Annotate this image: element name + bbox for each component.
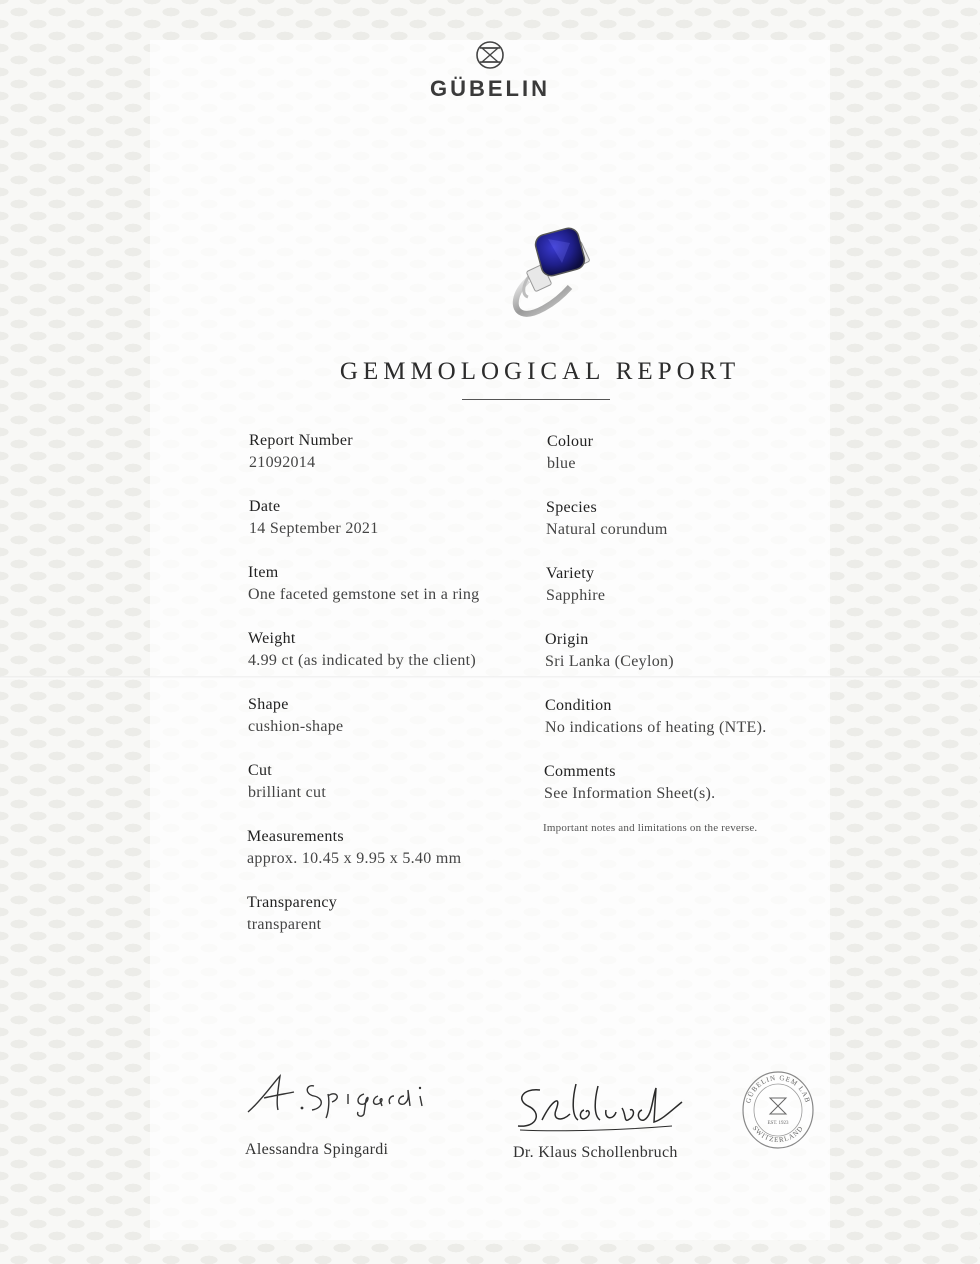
brand-name: GÜBELIN bbox=[430, 76, 550, 101]
field-label: Condition bbox=[545, 697, 612, 714]
field-label: Colour bbox=[547, 433, 594, 450]
signatory-right-name: Dr. Klaus Schollenbruch bbox=[513, 1144, 678, 1161]
field-label: Variety bbox=[546, 565, 595, 582]
seal-top-text: GÜBELIN GEM LAB bbox=[744, 1073, 812, 1105]
field-date bbox=[249, 496, 539, 540]
field-value: Natural corundum bbox=[546, 521, 668, 538]
field-value: blue bbox=[547, 455, 576, 472]
brand-logo bbox=[0, 40, 980, 102]
field-shape bbox=[248, 694, 538, 738]
field-origin bbox=[545, 629, 835, 673]
field-label: Date bbox=[249, 498, 281, 515]
field-report-number bbox=[249, 430, 539, 474]
field-cut bbox=[248, 760, 538, 804]
field-comments bbox=[544, 761, 834, 805]
field-label: Shape bbox=[248, 696, 289, 713]
paper-fold bbox=[0, 676, 980, 679]
gubelin-gem-lab-seal bbox=[740, 1068, 816, 1152]
field-label: Measurements bbox=[247, 828, 344, 845]
field-colour bbox=[547, 431, 837, 475]
field-value: Sapphire bbox=[546, 587, 606, 604]
field-value: approx. 10.45 x 9.95 x 5.40 mm bbox=[247, 850, 462, 867]
field-variety bbox=[546, 563, 836, 607]
gubelin-hourglass-emblem-icon bbox=[473, 40, 507, 70]
schollenbruch-signature bbox=[512, 1080, 692, 1140]
field-label: Cut bbox=[248, 762, 273, 779]
field-weight bbox=[248, 628, 538, 672]
seal-est-text: EST. 1923 bbox=[767, 1121, 789, 1126]
field-label: Transparency bbox=[247, 894, 338, 911]
reverse-note: Important notes and limitations on the reverse. bbox=[543, 822, 758, 834]
field-label: Weight bbox=[248, 630, 296, 647]
field-value: 14 September 2021 bbox=[249, 520, 379, 537]
field-species bbox=[546, 497, 836, 541]
title-divider bbox=[462, 399, 610, 400]
field-value: Sri Lanka (Ceylon) bbox=[545, 653, 674, 670]
field-label: Item bbox=[248, 564, 279, 581]
field-measurements bbox=[247, 826, 537, 870]
seal-bottom-text: SWITZERLAND bbox=[750, 1124, 806, 1145]
field-item bbox=[248, 562, 538, 606]
field-value: No indications of heating (NTE). bbox=[545, 719, 767, 736]
report-title: GEMMOLOGICAL REPORT bbox=[339, 358, 741, 385]
field-label: Report Number bbox=[249, 432, 353, 449]
spingardi-signature bbox=[244, 1070, 474, 1120]
field-value: 21092014 bbox=[249, 454, 316, 471]
field-value: 4.99 ct (as indicated by the client) bbox=[248, 652, 477, 669]
signatory-left-name: Alessandra Spingardi bbox=[245, 1141, 389, 1158]
field-condition bbox=[545, 695, 835, 739]
field-value: See Information Sheet(s). bbox=[544, 785, 716, 802]
field-value: cushion-shape bbox=[248, 718, 344, 735]
field-label: Species bbox=[546, 499, 597, 516]
field-value: brilliant cut bbox=[248, 784, 327, 801]
field-value: transparent bbox=[247, 916, 322, 933]
sapphire-ring-photo-icon bbox=[500, 225, 610, 320]
field-label: Origin bbox=[545, 631, 589, 648]
field-transparency bbox=[247, 892, 537, 936]
field-value: One faceted gemstone set in a ring bbox=[248, 586, 480, 603]
field-label: Comments bbox=[544, 763, 616, 780]
